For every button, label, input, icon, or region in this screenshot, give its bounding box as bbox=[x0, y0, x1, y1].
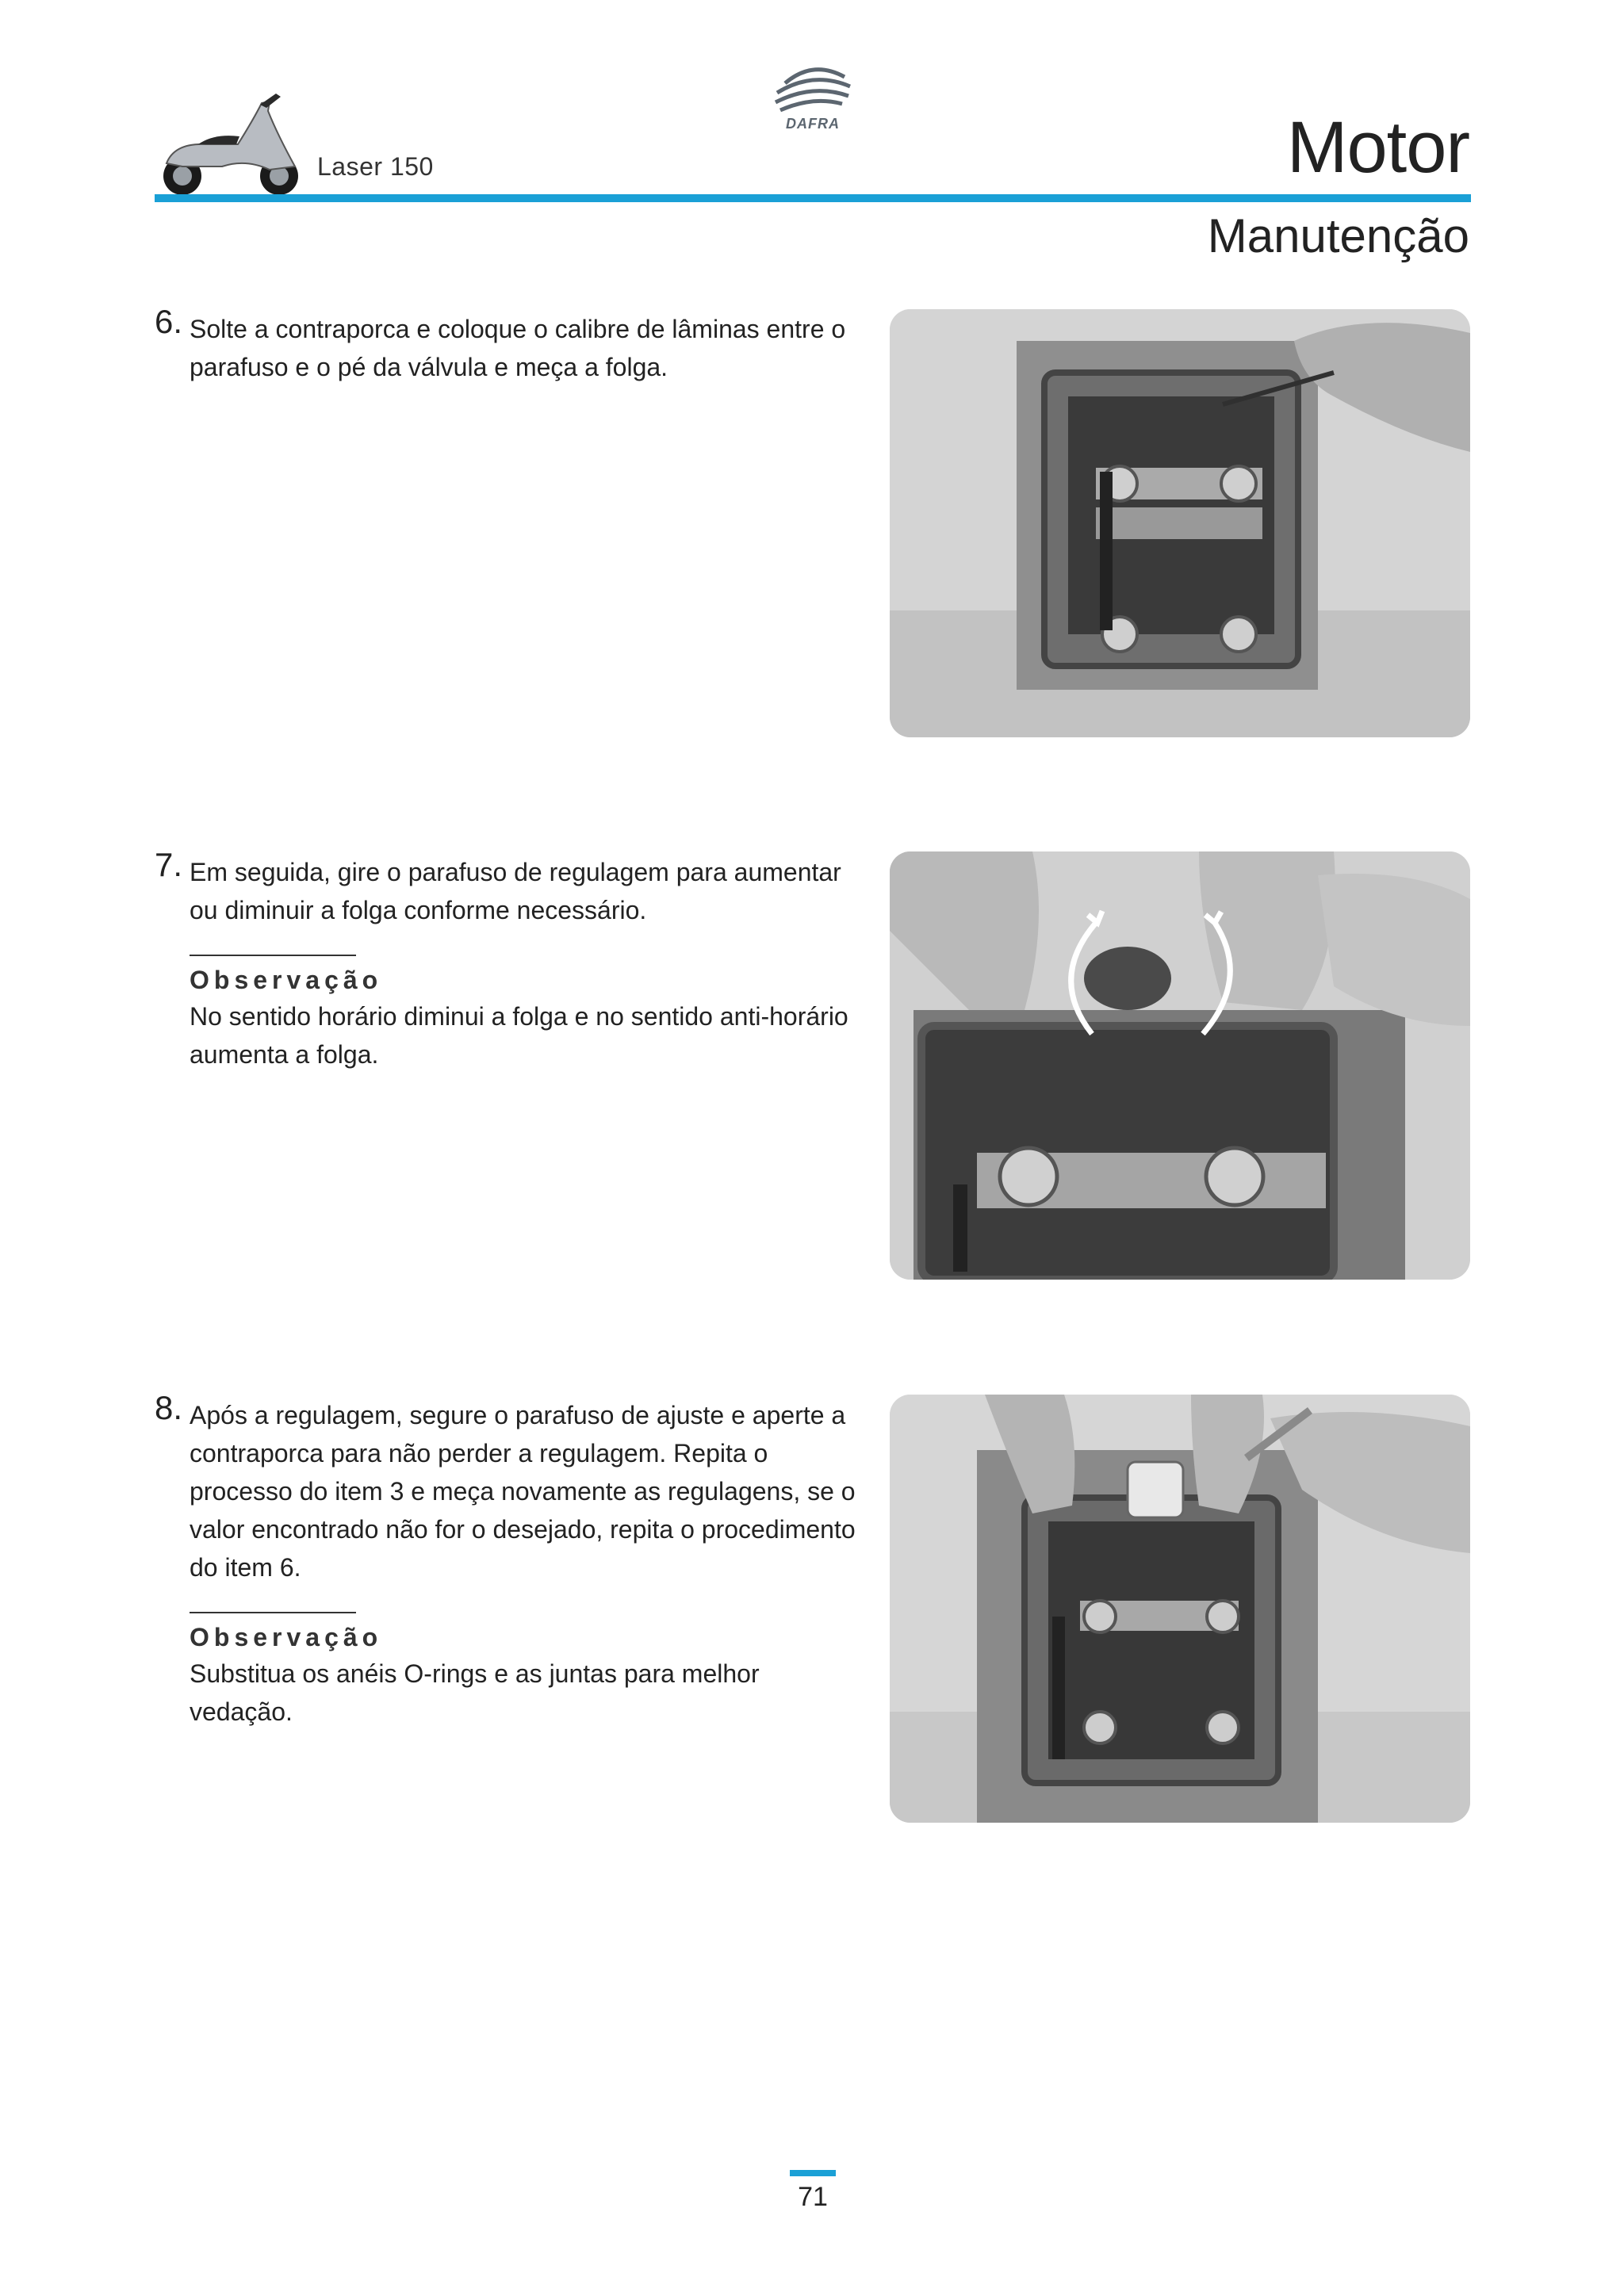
page-number-marker bbox=[790, 2170, 836, 2176]
step-number: 8. bbox=[155, 1389, 183, 1426]
note-divider bbox=[190, 1612, 356, 1613]
note-title: Observação bbox=[190, 966, 383, 994]
subsection-title: Manutenção bbox=[1207, 209, 1469, 262]
step-text: Após a regulagem, segure o parafuso de ajuste e aperte a contraporca para não perder a regulagem. Repita o processo do item 3 e meça novamente as regulagens, se o valor encontrado não for o desejado, repita o procedimento do item 6. bbox=[190, 1401, 856, 1582]
step-6 bbox=[155, 305, 852, 543]
step-7 bbox=[155, 848, 852, 1102]
adjusting-screw-rotation-photo bbox=[890, 851, 1470, 1280]
note-text: Substitua os anéis O-rings e as juntas para melhor vedação. bbox=[190, 1659, 760, 1726]
brand-name: DAFRA bbox=[786, 116, 840, 132]
page-header bbox=[0, 0, 1624, 262]
note-text: No sentido horário diminui a folga e no sentido anti-horário aumenta a folga. bbox=[190, 1002, 848, 1069]
header-divider bbox=[155, 194, 1471, 202]
section-title: Motor bbox=[1286, 107, 1469, 188]
step-text: Em seguida, gire o parafuso de regulagem para aumentar ou diminuir a folga conforme necessário. bbox=[190, 858, 841, 924]
observation-note bbox=[190, 1612, 856, 1731]
page-number: 71 bbox=[798, 2182, 828, 2212]
step-8 bbox=[155, 1389, 856, 1726]
step-text: Solte a contraporca e coloque o calibre de lâminas entre o parafuso e o pé da válvula e meça a folga. bbox=[190, 315, 846, 381]
valve-clearance-feeler-gauge-photo bbox=[890, 309, 1470, 737]
note-title: Observação bbox=[190, 1623, 383, 1651]
model-name: Laser 150 bbox=[317, 152, 434, 181]
tighten-locknut-photo bbox=[890, 1395, 1470, 1823]
note-divider bbox=[190, 955, 356, 956]
step-number: 6. bbox=[155, 303, 183, 340]
observation-note bbox=[190, 955, 856, 1073]
scooter-icon bbox=[151, 87, 309, 198]
step-number: 7. bbox=[155, 846, 183, 883]
